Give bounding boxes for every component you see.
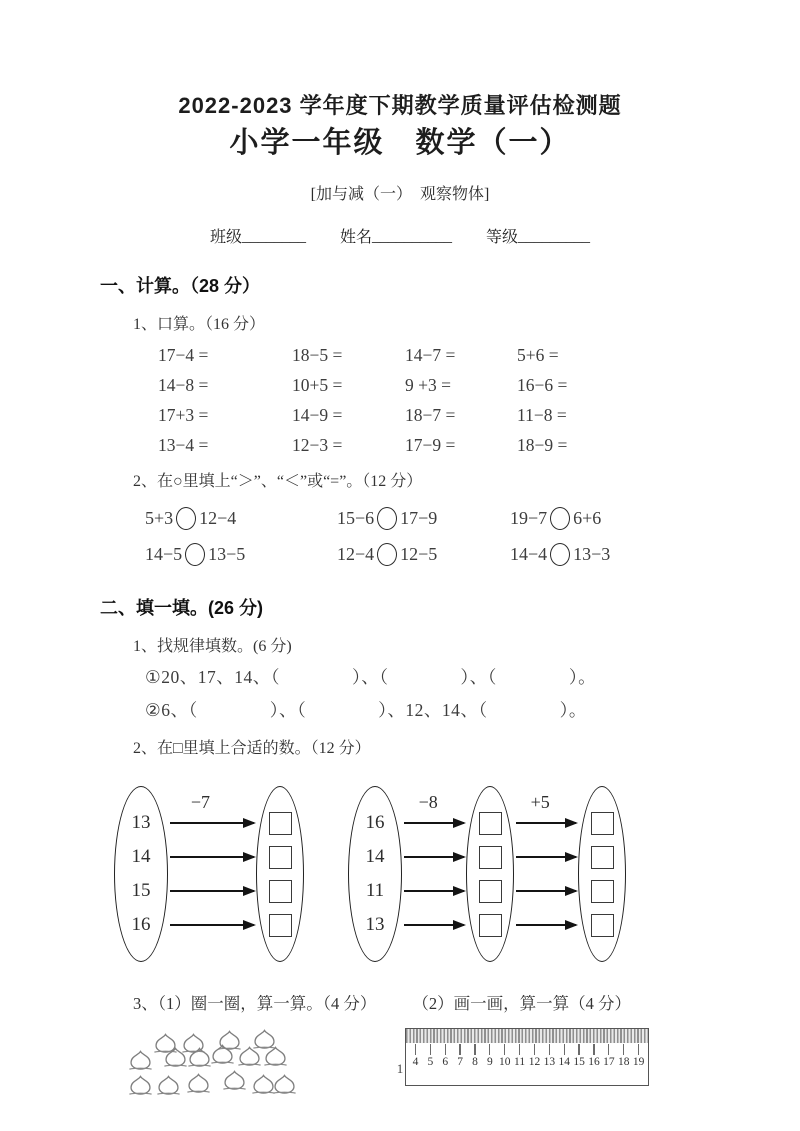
answer-circle <box>550 543 570 566</box>
tick-icon <box>623 1044 624 1055</box>
answer-oval <box>256 786 304 962</box>
compare-left: 19−7 <box>510 508 548 529</box>
operation-label: −8 <box>418 792 438 813</box>
ruler-number: 10 <box>498 1056 511 1069</box>
mapping-diagrams <box>114 784 700 964</box>
answer-circle <box>377 543 397 566</box>
tick-icon <box>549 1044 550 1055</box>
ruler-number: 7 <box>457 1056 463 1069</box>
answer-circle <box>185 543 205 566</box>
tick-icon <box>430 1044 431 1055</box>
math-problem: 17−4 = <box>158 345 209 366</box>
oral-problems <box>158 345 700 455</box>
topic-line: [加与减（一） 观察物体] <box>310 186 490 204</box>
compare-right: 12−5 <box>400 544 438 565</box>
answer-box <box>269 812 292 835</box>
mapping-title: 2、在□里填上合适的数。（12 分） <box>133 740 371 758</box>
grade-field <box>486 224 590 247</box>
page-title: 2022-2023 学年度下期教学质量评估检测题 <box>178 93 622 118</box>
answer-box <box>479 812 502 835</box>
name-field <box>340 224 452 247</box>
tick-icon <box>489 1044 490 1055</box>
arrow-icon <box>404 822 464 824</box>
question3-titles <box>133 990 700 1014</box>
compare-problem <box>510 504 700 533</box>
ruler-number: 11 <box>514 1056 526 1069</box>
student-fields <box>100 224 700 247</box>
math-problem: 10+5 = <box>292 375 343 396</box>
answer-box <box>269 914 292 937</box>
input-number: 16 <box>365 812 385 834</box>
math-problem: 14−8 = <box>158 375 209 396</box>
ruler-number: 9 <box>486 1056 493 1069</box>
tick-icon <box>459 1044 460 1055</box>
arrow-icon <box>170 822 254 824</box>
compare-left: 5+3 <box>145 508 174 529</box>
compare-left: 14−4 <box>510 544 548 565</box>
tick-icon <box>474 1044 475 1055</box>
ruler-number: 12 <box>528 1056 541 1069</box>
input-oval <box>114 786 168 962</box>
math-problem: 18−9 = <box>517 435 568 456</box>
ruler-number: 16 <box>588 1056 600 1069</box>
answer-box <box>479 846 502 869</box>
page-subtitle: 小学一年级 数学（一） <box>229 127 571 160</box>
compare-problem <box>145 540 337 569</box>
ruler-number: 19 <box>632 1056 645 1069</box>
compare-right: 17−9 <box>400 508 438 529</box>
arrow-icon <box>170 890 254 892</box>
input-oval <box>348 786 402 962</box>
pattern-line-2: ②6、（ ）、（ ）、12、14、（ ）。 <box>145 700 587 721</box>
tick-icon <box>504 1044 505 1055</box>
tick-icon <box>534 1044 535 1055</box>
math-problem: 17−9 = <box>405 435 456 456</box>
ruler-band <box>406 1029 648 1043</box>
arrow-icon <box>404 856 464 858</box>
answer-box <box>479 880 502 903</box>
ruler <box>405 1028 649 1086</box>
mapping-diagram-2 <box>348 784 626 964</box>
tick-icon <box>564 1044 565 1055</box>
compare-right: 13−3 <box>573 544 611 565</box>
answer-circle <box>176 507 196 530</box>
tick-icon <box>593 1044 594 1055</box>
ruler-number: 5 <box>427 1056 434 1069</box>
mapping-diagram-1 <box>114 784 304 964</box>
ruler-number: 8 <box>472 1056 478 1069</box>
ruler-number: 4 <box>412 1056 419 1069</box>
compare-problem <box>337 504 510 533</box>
tick-icon <box>638 1044 639 1055</box>
arrow-icon <box>516 890 576 892</box>
arrow-icon <box>404 924 464 926</box>
circle-count-title: 3、（1）圈一圈，算一算。（4 分） <box>133 994 377 1014</box>
input-number: 13 <box>365 914 385 936</box>
answer-oval <box>578 786 626 962</box>
grade-label: 等级 <box>486 229 519 247</box>
compare-problem <box>510 540 700 569</box>
answer-box <box>479 914 502 937</box>
input-number: 11 <box>365 880 385 902</box>
tick-icon <box>519 1044 520 1055</box>
class-field <box>210 224 306 247</box>
math-problem: 9 +3 = <box>405 375 451 396</box>
page-number: 1 <box>396 1061 404 1076</box>
arrow-icon <box>404 890 464 892</box>
compare-title: 2、在○里填上“＞”、“＜”或“=”。（12 分） <box>133 473 423 491</box>
math-problem: 5+6 = <box>517 345 559 366</box>
class-blank: ________ <box>241 228 306 246</box>
compare-problem <box>145 504 337 533</box>
operation-label: +5 <box>530 792 550 813</box>
answer-box <box>591 812 614 835</box>
name-label: 姓名 <box>339 229 372 247</box>
arrow-column <box>168 786 256 962</box>
answer-box <box>591 914 614 937</box>
compare-left: 12−4 <box>337 544 375 565</box>
input-number: 13 <box>131 812 151 834</box>
pattern-title: 1、找规律填数。(6 分) <box>133 638 292 656</box>
compare-right: 6+6 <box>573 508 602 529</box>
math-problem: 17+3 = <box>158 405 209 426</box>
math-problem: 11−8 = <box>517 405 567 426</box>
math-problem: 18−5 = <box>292 345 343 366</box>
ruler-number: 6 <box>442 1056 449 1069</box>
compare-problem <box>337 540 510 569</box>
arrow-column <box>402 786 466 962</box>
ruler-number: 17 <box>603 1056 615 1069</box>
ruler-number: 14 <box>558 1056 570 1069</box>
peach-icon <box>127 1074 154 1097</box>
tick-icon <box>608 1044 609 1055</box>
arrow-icon <box>516 822 576 824</box>
tick-icon <box>445 1044 446 1055</box>
draw-count-title: （2）画一画，算一算（4 分） <box>412 994 631 1014</box>
answer-box <box>591 846 614 869</box>
compare-right: 13−5 <box>208 544 246 565</box>
pattern-line-1: ①20、17、14、（ ）、（ ）、（ ）。 <box>145 667 597 688</box>
ruler-number: 13 <box>543 1056 556 1069</box>
arrow-icon <box>516 856 576 858</box>
arrow-column <box>514 786 578 962</box>
answer-box <box>269 846 292 869</box>
answer-circle <box>550 507 570 530</box>
oral-title: 1、口算。（16 分） <box>133 316 266 334</box>
peach-icon <box>155 1074 182 1097</box>
math-problem: 13−4 = <box>158 435 209 456</box>
compare-left: 15−6 <box>337 508 375 529</box>
compare-right: 12−4 <box>199 508 237 529</box>
arrow-icon <box>170 856 254 858</box>
header <box>100 93 700 247</box>
ruler-number: 18 <box>617 1056 630 1069</box>
input-number: 14 <box>131 846 151 868</box>
section-fill-title: 二、填一填。(26 分) <box>100 598 264 619</box>
name-blank: __________ <box>372 228 452 246</box>
input-number: 16 <box>131 914 151 936</box>
compare-problems <box>145 504 700 569</box>
class-label: 班级 <box>209 229 242 247</box>
math-problem: 18−7 = <box>405 405 456 426</box>
tick-icon <box>415 1044 416 1055</box>
math-problem: 14−9 = <box>292 405 343 426</box>
arrow-icon <box>170 924 254 926</box>
grade-blank: _________ <box>518 228 591 246</box>
middle-oval <box>466 786 514 962</box>
arrow-icon <box>516 924 576 926</box>
math-problem: 12−3 = <box>292 435 343 456</box>
ruler-number: 15 <box>573 1056 585 1069</box>
compare-left: 14−5 <box>145 544 183 565</box>
answer-box <box>269 880 292 903</box>
math-problem: 16−6 = <box>517 375 568 396</box>
input-number: 15 <box>131 880 151 902</box>
answer-box <box>591 880 614 903</box>
section-calc-title: 一、计算。（28 分） <box>100 276 261 297</box>
operation-label: −7 <box>190 792 211 813</box>
tick-icon <box>578 1044 579 1055</box>
math-problem: 14−7 = <box>405 345 456 366</box>
answer-circle <box>377 507 397 530</box>
input-number: 14 <box>365 846 385 868</box>
